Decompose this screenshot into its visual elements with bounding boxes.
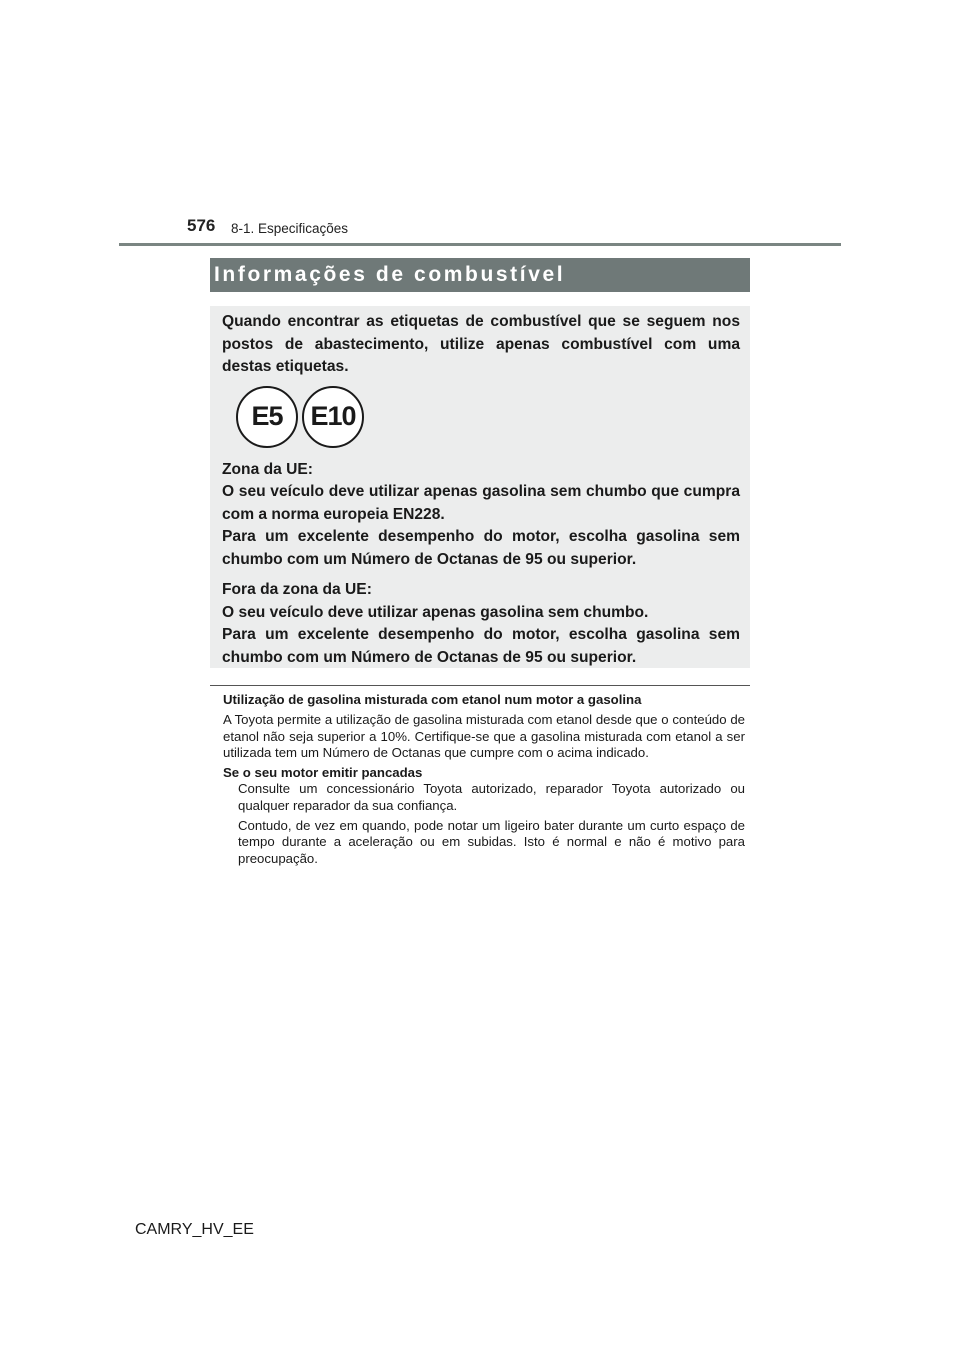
section-title: Informações de combustível xyxy=(210,258,750,292)
page-number: 576 xyxy=(187,216,216,235)
non-eu-zone-heading: Fora da zona da UE: xyxy=(222,581,372,598)
fuel-labels xyxy=(236,386,740,448)
eu-zone-heading: Zona da UE: xyxy=(222,460,313,478)
notes-divider xyxy=(210,685,750,686)
fuel-label-e10: E10 xyxy=(302,386,364,448)
knock-text-1: Consulte um concessionário Toyota autorizado, reparador Toyota autorizado ou qualquer reparador da sua confiança. xyxy=(238,781,745,813)
ethanol-heading: Utilização de gasolina misturada com etanol num motor a gasolina xyxy=(223,692,642,707)
knock-text-2: Contudo, de vez em quando, pode notar um ligeiro bater durante um curto espaço de tempo durante a aceleração ou em subidas. Isto é normal e não é motivo para preocupação. xyxy=(238,818,745,866)
fuel-info-box xyxy=(210,306,750,668)
section-reference: 8-1. Especificações xyxy=(231,221,349,236)
eu-zone-line-2: Para um excelente desempenho do motor, escolha gasolina sem chumbo com um Número de Octanas de 95 ou superior. xyxy=(222,528,740,568)
knock-heading: Se o seu motor emitir pancadas xyxy=(223,765,423,781)
model-code: CAMRY_HV_EE xyxy=(135,1221,254,1238)
notes-section xyxy=(223,692,745,867)
ethanol-text: A Toyota permite a utilização de gasolina misturada com etanol desde que o conteúdo de etanol não seja superior a 10%. Certifique-se que a gasolina misturada com etanol a ser utilizada tem um Número de Octanas que cumpre com o acima indicado. xyxy=(223,712,745,760)
eu-zone-line-1: O seu veículo deve utilizar apenas gasolina sem chumbo que cumpra com a norma europeia EN228. xyxy=(222,483,740,523)
header-divider xyxy=(119,243,841,246)
fuel-label-e5: E5 xyxy=(236,386,298,448)
intro-text: Quando encontrar as etiquetas de combustível que se seguem nos postos de abastecimento, utilize apenas combustível com uma destas etiquetas. xyxy=(222,313,740,375)
non-eu-zone-line-2: Para um excelente desempenho do motor, escolha gasolina sem chumbo com um Número de Octanas de 95 ou superior. xyxy=(222,626,740,666)
non-eu-zone-line-1: O seu veículo deve utilizar apenas gasolina sem chumbo. xyxy=(222,603,649,621)
